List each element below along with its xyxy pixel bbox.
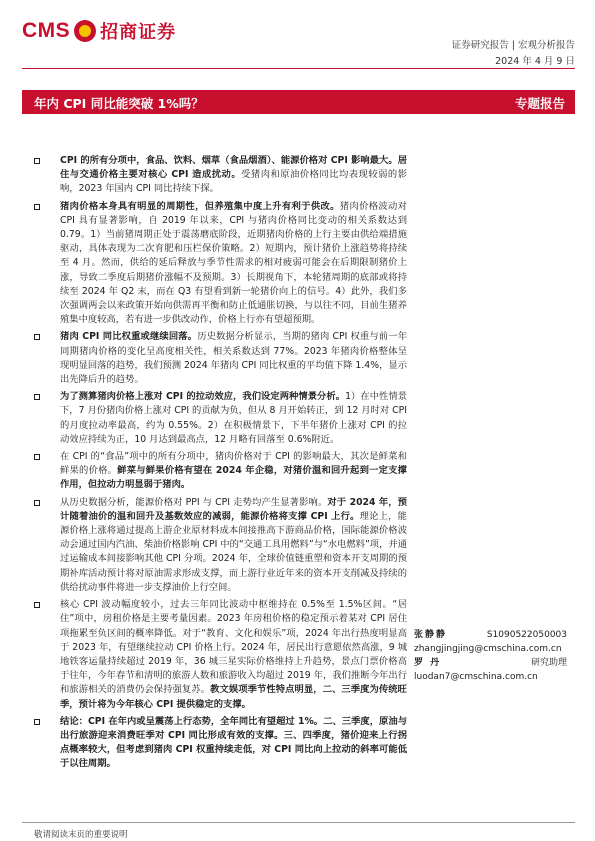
bullet-item [34, 496, 407, 595]
bullet-bold: 为了测算猪肉价格上涨对 CPI 的拉动效应，我们设定两种情景分析。 [60, 391, 346, 403]
author-panel [414, 628, 567, 684]
page-header [0, 0, 595, 80]
footer-divider [22, 822, 575, 823]
author-name: 张静静 [414, 630, 448, 640]
summary-bullets [34, 154, 407, 775]
bullet-bold-tail: 对于 2024 年，预计随着油价的温和回升及基数效应的减弱，能源价格将支撑 CPI 上行。 [60, 496, 407, 522]
bullet-bold: 猪肉 CPI 同比权重或继续回落。 [60, 331, 198, 343]
author-email[interactable]: luodan7@cmschina.com.cn [414, 672, 538, 682]
report-date: 2024 年 4 月 9 日 [495, 56, 575, 67]
bullet-item [34, 154, 407, 197]
bullet-item [34, 598, 407, 712]
logo-latin: CMS [22, 19, 71, 42]
square-bullet-icon [34, 500, 40, 506]
bullet-bold: 结论：CPI 在年内或呈震荡上行态势，全年同比有望超过 1%。二、三季度，原油与出行旅游迎来消费旺季对 CPI 同比形成有效的支撑。三、四季度，猪价迎来上行拐点概率较大，但考虑到猪肉 CPI 权重持续走低，对 CPI 同比向上拉动的斜率可能低于以往周期。 [60, 715, 407, 770]
bullet-text: 从历史数据分析，能源价格对 PPI 与 CPI 走势均产生显著影响。 [60, 496, 328, 508]
report-meta [452, 38, 575, 70]
bullet-text-tail: 理论上，能源价格上涨将通过提高上游企业原材料成本间接推高下游商品价格，国际能源价格波动会通过国内汽油、柴油价格影响 CPI 中的“交通工具用燃料”与“水电燃料”项，并通过运输成本间接影响其他 CPI 分项。2024 年，全球价值链重塑和资本开支周期的预期补库活动预计将对原油需求形成支撑，而上游行业近年来的资本开支削减及持续的供给扰动事件将进一步支撑油价上行空间。 [60, 510, 407, 593]
report-title: 年内 CPI 同比能突破 1%吗？ [34, 96, 204, 111]
author-name: 罗 丹 [414, 658, 442, 668]
bullet-text: 1）在中性情景下，7 月份猪肉价格上涨对 CPI 的贡献为负，但从 8 月开始转正，到 12 月时对 CPI 的月度拉动率最高，约为 0.55%。2）在积极情景下，下半年猪价上涨对 CPI 的拉动效应持续为正，10 月达到最高点，12 月略有回落至 0.6%附近。 [60, 391, 407, 445]
square-bullet-icon [34, 394, 40, 400]
bullet-bold-tail: 鲜菜与鲜果价格有望在 2024 年企稳，对猪价温和回升起到一定支撑作用，但拉动力明显弱于猪肉。 [60, 465, 407, 491]
author-id: 研究助理 [530, 658, 567, 668]
author-email[interactable]: zhangjingjing@cmschina.com.cn [414, 644, 562, 654]
bullet-text: 历史数据分析显示，当期的猪肉 CPI 权重与前一年同期猪肉价格的变化呈高度相关性，相关系数达到 77%。2023 年猪肉价格整体呈现明显回落的趋势，我们预测 2024 年猪肉 CPI 同比权重的平均值下降 1.4%，显示出先降后升的趋势。 [60, 331, 407, 386]
author-row [414, 656, 567, 670]
bullet-item [34, 450, 407, 493]
square-bullet-icon [34, 158, 40, 164]
author-row [414, 628, 567, 642]
bullet-text: 核心 CPI 波动幅度较小，过去三年同比波动中枢维持在 0.5%至 1.5%区间。“居住”项中，房租价格是主要考量因素。2023 年房租价格的稳定预示着某对 CPI 居住项拖累至负区间的概率降低。对于“教育、文化和娱乐”项，2024 年出行热度明显高于 2023 年，有望继续拉动 CPI 价格上行。2024 年，居民出行意愿依然高涨，9 城地铁客运量持续超过 2019 年，36 城三星实际价格维持上升趋势，景点门票价格高于往年，今年春节和清明的旅游人数和旅游收入均超过 2019 年，我们推断今年出行和旅游相关的消费仍会保持强复苏。 [60, 599, 407, 696]
bullet-bold-tail: 教文娱项季节性特点明显，二、三季度为传统旺季，预计将为今年核心 CPI 提供稳定的支撑。 [60, 684, 407, 710]
bullet-item [34, 390, 407, 447]
header-divider [22, 68, 575, 69]
bullet-item [34, 200, 407, 328]
bullet-bold: 猪肉价格本身具有明显的周期性，但养殖集中度上升有利于供改。 [60, 200, 340, 212]
bullet-item [34, 330, 407, 387]
report-category: 证券研究报告 | 宏观分析报告 [451, 40, 575, 51]
square-bullet-icon [34, 719, 40, 725]
company-logo [22, 18, 176, 44]
footer-disclaimer: 敬请阅读末页的重要说明 [34, 830, 128, 840]
square-bullet-icon [34, 204, 40, 210]
square-bullet-icon [34, 334, 40, 340]
bullet-text: 在 CPI 的“食品”项中的所有分项中，猪肉价格对于 CPI 的影响最大，其次是鲜菜和鲜果的价格。 [60, 451, 407, 477]
logo-chinese: 招商证券 [100, 22, 177, 43]
bullet-item [34, 715, 407, 772]
bullet-text: 猪肉价格波动对 CPI 具有显著影响，自 2019 年以来，CPI 与猪肉价格同比变动的相关系数达到 0.79。1）当前猪周期正处于震荡磨底阶段，近期猪肉价格的上行主要由供给端措施驱动，具体表现为二次育肥和压栏保价策略。2）短期内，预计猪价上涨趋势将持续至 4 月。然而，供给的延后释放与季节性需求的相对疲弱可能会在后期限制猪价上涨，导致二季度后期猪价涨幅不及预期。3）长期视角下，本轮猪周期的底部或将持续至 2024 年 Q2 末，而在 Q3 有望看到新一轮猪价向上的信号。4）此外，我们多次强调两会以来政策开始向供需再平衡和防止低通胀切换，与以往不同，目前生猪养殖集中度较高，若有进一步供改动作，价格上行亦有望超预期。 [60, 200, 407, 326]
bullet-text: 受猪肉和原油价格同比均表现较弱的影响，2023 年国内 CPI 同比持续下探。 [60, 169, 407, 195]
bullet-bold: CPI 的所有分项中，食品、饮料、烟草（食品烟酒）、能源价格对 CPI 影响最大。居住与交通价格主要对核心 CPI 造成扰动。 [60, 155, 407, 181]
logo-emblem-icon [74, 20, 96, 42]
author-id: S1090522050003 [486, 630, 567, 640]
square-bullet-icon [34, 454, 40, 460]
report-type: 专题报告 [514, 96, 565, 111]
square-bullet-icon [34, 602, 40, 608]
title-banner [22, 90, 575, 114]
